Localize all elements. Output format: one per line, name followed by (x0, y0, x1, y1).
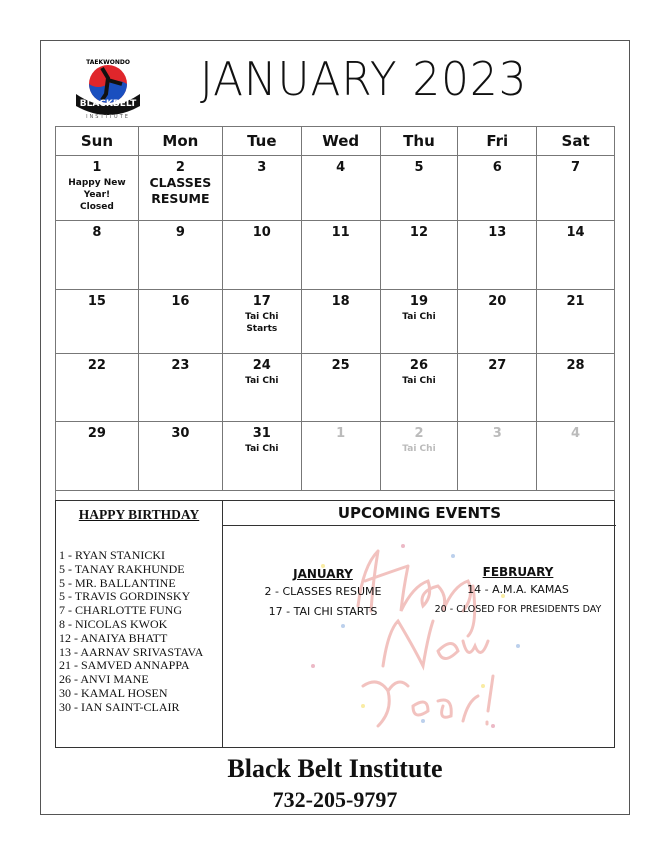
day-header-wed: Wed (301, 127, 380, 156)
day-cell[interactable] (458, 290, 537, 354)
day-number: 31 (252, 426, 271, 441)
day-number: 2 (175, 160, 185, 175)
day-cell[interactable] (537, 354, 615, 422)
week-row (56, 221, 615, 290)
day-cell[interactable] (301, 290, 380, 354)
day-number: 11 (331, 225, 350, 240)
day-cell[interactable] (537, 422, 615, 491)
january-events (248, 566, 398, 622)
day-cell[interactable] (458, 422, 537, 491)
day-cell[interactable] (380, 221, 458, 290)
day-note: Tai Chi (245, 444, 279, 454)
day-number: 30 (171, 426, 190, 441)
day-cell[interactable] (138, 354, 222, 422)
birthday-item: 30 - KAMAL HOSEN (59, 685, 168, 700)
birthday-title: HAPPY BIRTHDAY (78, 507, 200, 522)
day-cell[interactable] (380, 422, 458, 491)
day-cell[interactable] (537, 221, 615, 290)
day-header-fri: Fri (458, 127, 537, 156)
day-number: 27 (488, 358, 507, 373)
day-cell[interactable] (138, 290, 222, 354)
day-number: 5 (414, 160, 424, 175)
day-number: 17 (252, 294, 271, 309)
birthday-item: 7 - CHARLOTTE FUNG (59, 603, 182, 618)
birthday-item: 30 - IAN SAINT-CLAIR (59, 699, 180, 714)
day-cell[interactable] (380, 290, 458, 354)
birthday-item: 21 - SAMVED ANNAPPA (59, 658, 190, 673)
divider (55, 490, 615, 500)
page-title: JANUARY 2023 (200, 52, 528, 106)
day-number: 12 (409, 225, 429, 240)
event-item: 2 - CLASSES RESUME (264, 585, 382, 598)
birthday-item: 5 - TRAVIS GORDINSKY (59, 589, 191, 604)
day-note: Happy New Year! Closed (68, 178, 126, 212)
day-cell[interactable] (222, 422, 301, 491)
birthday-item: 13 - AARNAV SRIVASTAVA (59, 644, 204, 659)
birthday-list (59, 549, 222, 715)
day-note: Tai Chi (402, 376, 436, 386)
day-number: 19 (409, 294, 429, 309)
day-number: 4 (336, 160, 346, 175)
day-number: 7 (571, 160, 581, 175)
day-number: 26 (409, 358, 429, 373)
svg-text:TAEKWONDO: TAEKWONDO (86, 59, 130, 66)
birthday-item: 5 - MR. BALLANTINE (59, 575, 176, 590)
svg-text:BLACKBELT: BLACKBELT (79, 99, 137, 109)
birthday-item: 1 - RYAN STANICKI (59, 548, 166, 562)
event-item: 17 - TAI CHI STARTS (268, 605, 378, 618)
day-cell[interactable] (380, 354, 458, 422)
february-events (423, 564, 613, 620)
day-number: 21 (566, 294, 585, 309)
day-cell[interactable] (56, 354, 139, 422)
events-panel (223, 526, 616, 747)
info-section (55, 500, 615, 748)
day-header-thu: Thu (380, 127, 458, 156)
day-number: 8 (92, 225, 102, 240)
day-header-mon: Mon (138, 127, 222, 156)
birthday-item: 12 - ANAIYA BHATT (59, 630, 168, 645)
footer-phone: 732-205-9797 (272, 787, 398, 812)
birthday-item: 5 - TANAY RAKHUNDE (59, 561, 185, 576)
day-cell[interactable] (222, 156, 301, 221)
week-row (56, 354, 615, 422)
day-cell[interactable] (138, 422, 222, 491)
calendar-grid (55, 126, 615, 491)
events-title: UPCOMING EVENTS (223, 501, 616, 526)
day-number: 1 (336, 426, 346, 441)
february-title: FEBRUARY (482, 565, 554, 579)
day-number: 2 (414, 426, 424, 441)
day-number: 18 (331, 294, 350, 309)
day-number: 14 (566, 225, 585, 240)
footer-name: Black Belt Institute (227, 754, 443, 783)
day-cell[interactable] (56, 156, 139, 221)
week-row (56, 422, 615, 491)
week-row (56, 290, 615, 354)
day-cell[interactable] (138, 221, 222, 290)
day-cell[interactable] (56, 290, 139, 354)
event-item: 14 - A.M.A. KAMAS (467, 583, 569, 596)
day-note: Tai Chi Starts (245, 312, 279, 334)
taekwondo-logo (72, 54, 144, 120)
day-number: 1 (92, 160, 102, 175)
day-header-sun: Sun (56, 127, 139, 156)
day-number: 9 (175, 225, 185, 240)
day-number: 20 (488, 294, 507, 309)
day-number: 28 (566, 358, 585, 373)
day-number: 23 (171, 358, 190, 373)
day-cell[interactable] (56, 422, 139, 491)
day-number: 6 (492, 160, 502, 175)
day-cell[interactable] (222, 221, 301, 290)
birthday-item: 26 - ANVI MANE (59, 672, 149, 687)
day-number: 15 (87, 294, 106, 309)
day-cell[interactable] (537, 290, 615, 354)
day-number: 3 (492, 426, 502, 441)
day-cell[interactable] (138, 156, 222, 221)
day-number: 3 (257, 160, 267, 175)
day-cell[interactable] (537, 156, 615, 221)
day-number: 24 (252, 358, 271, 373)
day-number: 22 (87, 358, 106, 373)
day-note: Tai Chi (402, 312, 436, 322)
day-cell[interactable] (458, 221, 537, 290)
day-cell[interactable] (301, 354, 380, 422)
day-header-tue: Tue (222, 127, 301, 156)
day-cell[interactable] (380, 156, 458, 221)
day-cell[interactable] (301, 221, 380, 290)
day-number: 16 (171, 294, 190, 309)
day-number: 13 (488, 225, 507, 240)
svg-text:INSTITUTE: INSTITUTE (86, 114, 130, 120)
day-cell[interactable] (222, 290, 301, 354)
day-number: 4 (571, 426, 581, 441)
january-title: JANUARY (293, 567, 353, 581)
event-item: 20 - CLOSED FOR PRESIDENTS DAY (434, 604, 602, 615)
day-header-sat: Sat (537, 127, 615, 156)
day-cell[interactable] (458, 354, 537, 422)
birthday-panel (56, 501, 223, 747)
day-number: 10 (252, 225, 271, 240)
week-row (56, 156, 615, 221)
day-cell[interactable] (56, 221, 139, 290)
day-note: Tai Chi (402, 444, 436, 454)
day-cell[interactable] (458, 156, 537, 221)
day-number: 25 (331, 358, 350, 373)
day-number: 29 (87, 426, 106, 441)
day-note: Tai Chi (245, 376, 279, 386)
birthday-item: 8 - NICOLAS KWOK (59, 616, 168, 631)
day-cell[interactable] (222, 354, 301, 422)
day-cell[interactable] (301, 422, 380, 491)
day-cell[interactable] (301, 156, 380, 221)
day-note: CLASSES RESUME (149, 175, 212, 206)
